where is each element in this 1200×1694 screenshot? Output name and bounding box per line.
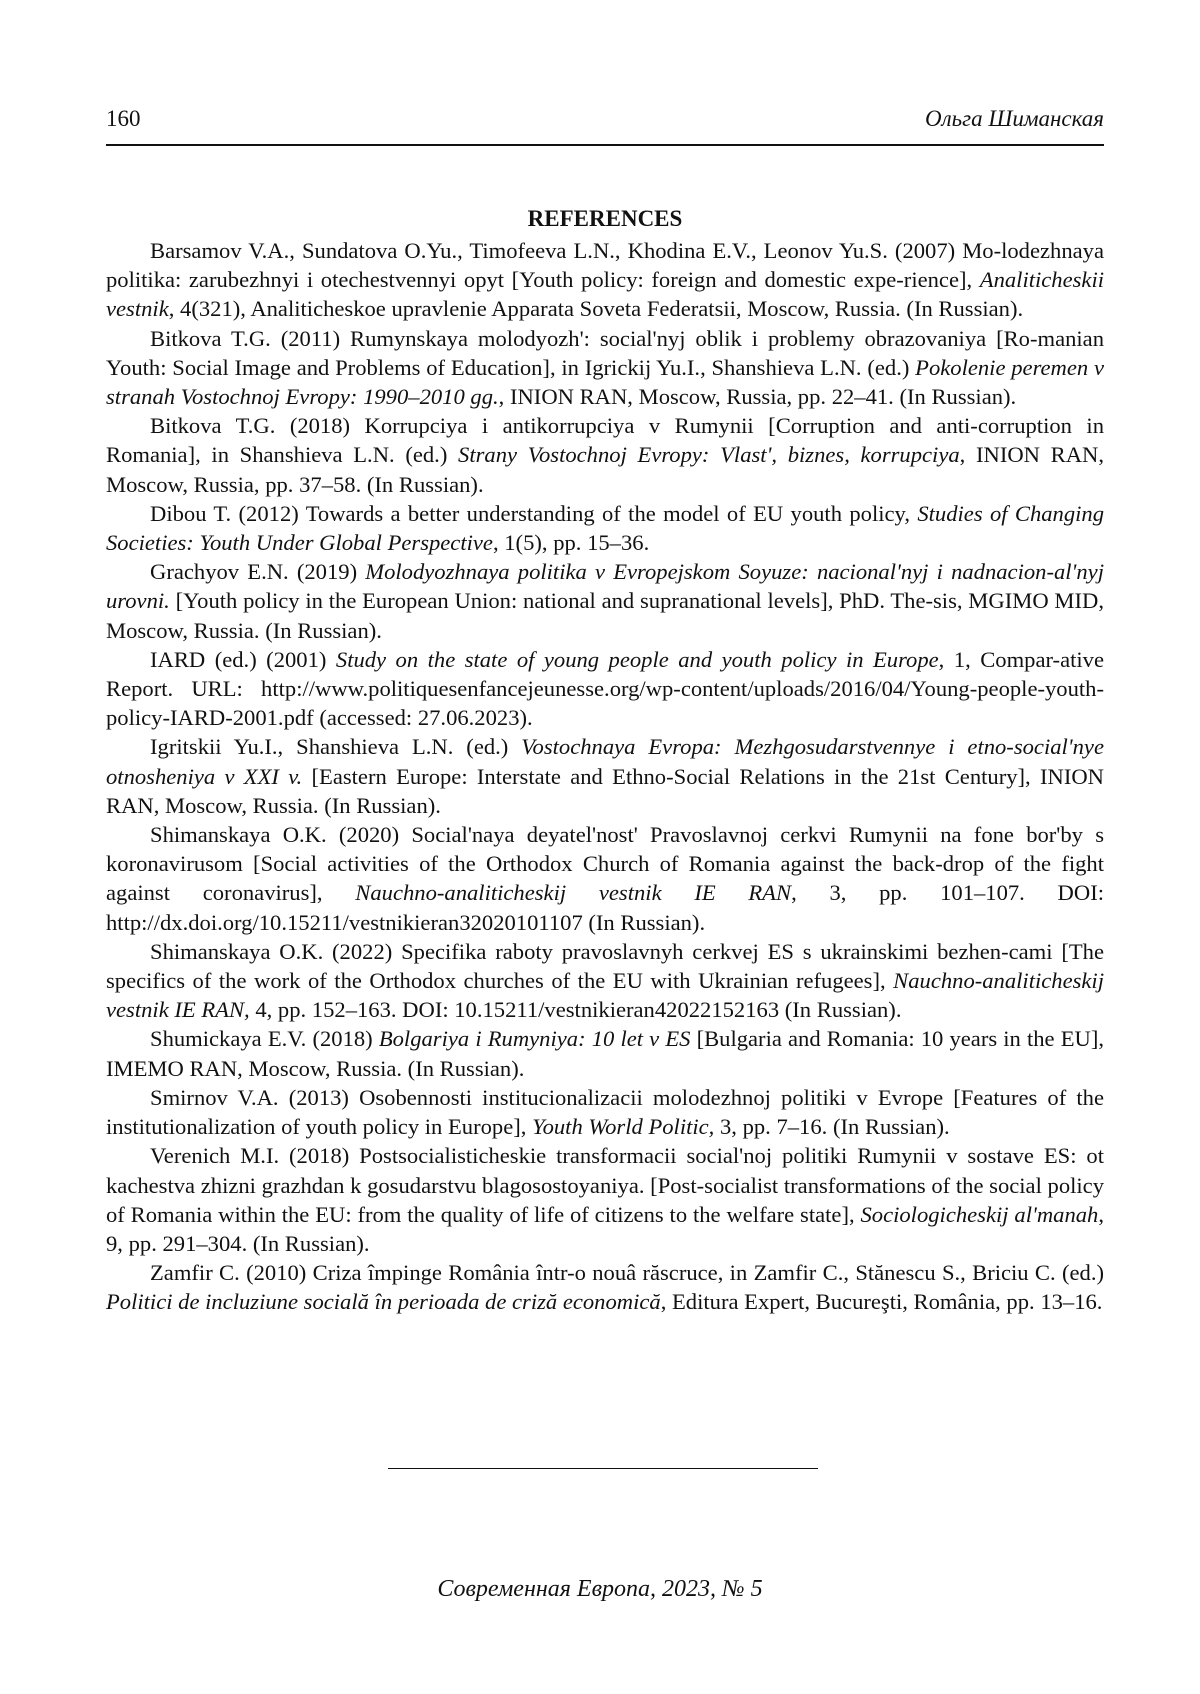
reference-title: Nauchno-analiticheskij vestnik IE RAN — [355, 880, 792, 906]
reference-list — [106, 236, 1104, 1317]
reference-text: Shimanskaya O.K. (2020) Social'naya deyatel'nost' Pravoslavnoj cerkvi Rumynii na fone bor'by s koronavirusom [Social activities of the Orthodox Church of Romania against the back-drop of the fight against coronavirus], — [106, 822, 1104, 906]
reference-title: Bolgariya i Rumyniya: 10 let v ES — [378, 1026, 691, 1052]
reference-entry — [106, 937, 1104, 1025]
reference-text: Zamfir C. (2010) Criza împinge România într-o nouâ răscruce, in Zamfir C., Stănescu S., Briciu C. (ed.) — [150, 1260, 1104, 1286]
reference-text: , 4(321), Analiticheskoe upravlenie Apparata Soveta Federatsii, Moscow, Russia. (In Russian). — [168, 296, 1024, 322]
reference-text: IARD (ed.) (2001) — [150, 646, 336, 672]
reference-text: , 1, Compar-ative Report. URL: http://www.politiquesenfancejeunesse.org/wp-content/uploads/2016/04/Young-people-youth-policy-IARD-2001.pdf (accessed: 27.06.2023). — [106, 646, 1104, 731]
reference-entry — [106, 1083, 1104, 1141]
reference-text: [Bulgaria and Romania: 10 years in the EU], IMEMO RAN, Moscow, Russia. (In Russian). — [106, 1026, 1105, 1081]
end-rule — [388, 1468, 818, 1469]
reference-text: Bitkova T.G. (2011) Rumynskaya molodyozh': social'nyj oblik i problemy obrazovaniya [Ro-manian Youth: Social Image and Problems of Education], in Igrickij Yu.I., Shanshieva L.N. (ed.) — [106, 325, 1104, 380]
reference-text: , 3, pp. 101–107. DOI: http://dx.doi.org/10.15211/vestnikieran32020101107 (In Russian). — [106, 880, 1104, 935]
reference-text: Dibou T. (2012) Towards a better understanding of the model of EU youth policy, — [150, 500, 918, 526]
reference-text: [Youth policy in the European Union: national and supranational levels], PhD. The-sis, MGIMO MID, Moscow, Russia. (In Russian). — [106, 588, 1104, 643]
reference-entry — [106, 236, 1104, 324]
reference-entry — [106, 411, 1104, 499]
reference-entry — [106, 732, 1104, 820]
reference-text: Smirnov V.A. (2013) Osobennosti institucionalizacii molodezhnoj politiki v Evrope [Features of the institutionalization of youth policy in Europe], — [106, 1084, 1104, 1140]
reference-title: Nauchno-analiticheskij vestnik IE RAN, — [106, 968, 1104, 1023]
reference-title: Studies of Changing Societies: Youth Under Global Perspective — [106, 500, 1105, 556]
section-title: REFERENCES — [527, 206, 683, 231]
reference-text: Barsamov V.A., Sundatova O.Yu., Timofeeva L.N., Khodina E.V., Leonov Yu.S. (2007) Mo-lodezhnaya politika: zarubezhnyi i otechestvennyi opyt [Youth policy: foreign and domestic expe-rience], — [106, 238, 1104, 293]
reference-title: Vostochnaya Evropa: Mezhgosudarstvennye i etno-social'nye otnosheniya v XXI v. — [106, 734, 1104, 789]
reference-title: Strany Vostochnoj Evropy: Vlast', biznes, korrupciya — [458, 442, 960, 468]
journal-footer: Современная Европа, 2023, № 5 — [437, 1576, 763, 1602]
reference-text: , 1(5), pp. 15–36. — [492, 530, 650, 556]
reference-entry — [106, 1141, 1104, 1258]
reference-text: Shimanskaya O.K. (2022) Specifika raboty pravoslavnyh cerkvej ES s ukrainskimi bezhen-cami [The specifics of the work of the Orthodox churches of the EU with Ukrainian refugees], — [106, 938, 1104, 994]
reference-text: Bitkova T.G. (2018) Korrupciya i antikorrupciya v Rumynii [Corruption and anti-corruption in Romania], in Shanshieva L.N. (ed.) — [106, 413, 1104, 468]
reference-title: Youth World Politic, — [532, 1114, 715, 1140]
reference-text: Shumickaya E.V. (2018) — [150, 1026, 379, 1052]
reference-title: Analiticheskii vestnik — [106, 267, 1104, 322]
reference-title: Politici de incluziune socială în perioada de criză economică — [106, 1289, 661, 1315]
reference-text: Verenich M.I. (2018) Postsocialisticheskie transformacii social'noj politiki Rumynii v sostave ES: ot kachestva zhizni grazhdan k gosudarstvu blagosostoyaniya. [Post-socialist transformations of the social policy of Romania within the EU: from the quality of life of citizens to the welfare state], — [106, 1143, 1104, 1227]
reference-entry — [106, 645, 1104, 733]
reference-title: Sociologicheskij al'manah — [860, 1201, 1099, 1227]
running-header — [106, 104, 1104, 146]
reference-text: [Eastern Europe: Interstate and Ethno-Social Relations in the 21st Century], INION RAN, Moscow, Russia. (In Russian). — [106, 763, 1104, 818]
reference-title: Pokolenie peremen v stranah Vostochnoj Evropy: 1990–2010 gg. — [106, 354, 1104, 410]
reference-text: , Editura Expert, Bucureşti, România, pp. 13–16. — [660, 1289, 1103, 1315]
reference-text: 3, pp. 7–16. (In Russian). — [714, 1114, 950, 1140]
reference-text: Grachyov E.N. (2019) — [150, 559, 366, 585]
reference-text: , INION RAN, Moscow, Russia, pp. 22–41. (In Russian). — [498, 384, 1017, 410]
reference-entry — [106, 324, 1104, 412]
reference-title: Study on the state of young people and youth policy in Europe — [335, 646, 939, 672]
reference-text: Igritskii Yu.I., Shanshieva L.N. (ed.) — [150, 734, 522, 760]
reference-title: Molodyozhnaya politika v Evropejskom Soyuze: nacional'nyj i nadnacion-al'nyj urovni. — [106, 559, 1104, 614]
reference-entry — [106, 820, 1104, 937]
reference-entry — [106, 1024, 1104, 1082]
reference-entry — [106, 557, 1104, 645]
running-author: Ольга Шиманская — [925, 106, 1104, 131]
reference-text: , INION RAN, Moscow, Russia, pp. 37–58. (In Russian). — [106, 442, 1105, 497]
page-number: 160 — [106, 106, 141, 131]
reference-text: 4, pp. 152–163. DOI: 10.15211/vestnikieran42022152163 (In Russian). — [249, 997, 902, 1023]
reference-text: , 9, pp. 291–304. (In Russian). — [106, 1201, 1104, 1256]
references-section — [106, 206, 1104, 1317]
reference-entry — [106, 1258, 1104, 1316]
reference-entry — [106, 499, 1104, 557]
